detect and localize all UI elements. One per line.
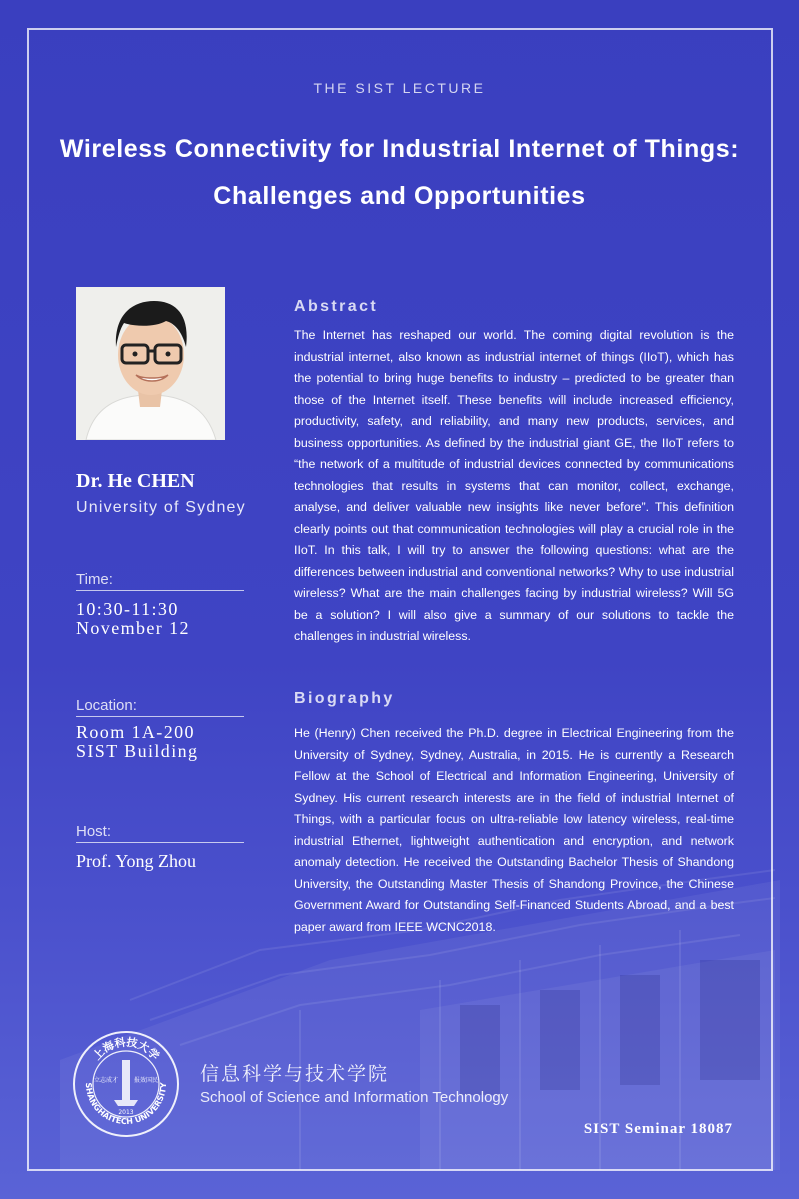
lecture-title (40, 126, 759, 220)
school-name-english: School of Science and Information Technology (200, 1089, 509, 1106)
lecture-series-label: THE SIST LECTURE (313, 80, 486, 96)
location-room: Room 1A-200 (76, 722, 195, 742)
speaker-name: Dr. He CHEN (76, 470, 195, 492)
location-label: Location: (76, 697, 244, 717)
abstract-text: The Internet has reshaped our world. The coming digital revolution is the industrial internet, also known as industrial internet of things (IIoT), which has the potential to bring huge benefits to industry – predicted to be greater than those of the Internet itself. These benefits will include increased efficiency, productivity, safety, and reliability, and many new products, services, and business opportunities. As defined by the industrial giant GE, the IIoT refers to “the network of a multitude of industrial devices connected by communications technologies that results in systems that can monitor, collect, exchange, analyse, and deliver valuable new insights like never before”. This definition clearly points out that communication technologies will play a crucial role in the IIoT. In this talk, I will try to answer the following questions: what are the differences between industrial and conventional networks? Why to use industrial wireless? What are the main challenges facing by industrial wireless? Will 5G be a solution? I will also give a summary of our solutions to tackle the challenges in industrial wireless. (294, 328, 734, 643)
speaker-affiliation: University of Sydney (76, 499, 246, 516)
host-label: Host: (76, 823, 244, 843)
school-name-chinese: 信息科学与技术学院 (200, 1064, 390, 1085)
abstract-heading: Abstract (294, 298, 379, 315)
date: November 12 (76, 618, 190, 638)
speaker-photo (76, 287, 225, 440)
seal-motto-right: 报效国民 (133, 1077, 159, 1084)
seminar-number: SIST Seminar 18087 (583, 1121, 733, 1137)
university-seal-logo (72, 1030, 180, 1138)
seal-year: 2013 (118, 1109, 134, 1116)
biography-heading: Biography (294, 690, 395, 707)
location-building: SIST Building (76, 741, 199, 761)
seal-english-name: SHANGHAITECH UNIVERSITY (83, 1082, 169, 1127)
biography-text: He (Henry) Chen received the Ph.D. degree in Electrical Engineering from the University of Sydney, Sydney, Australia, in 2015. He is currently a Research Fellow at the School of Electrical and Information Engineering, University of Sydney. His current research interests are in the field of industrial Internet of Things, with a particular focus on ultra-reliable low latency wireless, real-time industrial Ethernet, lightweight authentication and encryption, and network anomaly detection. He received the Outstanding Bachelor Thesis of Shandong University, the Outstanding Master Thesis of Shandong Province, the Chinese Government Award for Outstanding Self-Financed Students Abroad, and a best paper award from IEEE WCNC2018. (294, 726, 734, 934)
lecture-title-line-2: Challenges and Opportunities (213, 182, 586, 210)
seal-chinese-name: 上海科技大学 (90, 1035, 162, 1063)
seal-motto-left: 立志成才 (93, 1077, 119, 1084)
time-label: Time: (76, 571, 244, 591)
lecture-title-line-1: Wireless Connectivity for Industrial Internet of Things: (59, 135, 740, 163)
host-name: Prof. Yong Zhou (76, 851, 197, 871)
time-range: 10:30-11:30 (76, 599, 179, 619)
